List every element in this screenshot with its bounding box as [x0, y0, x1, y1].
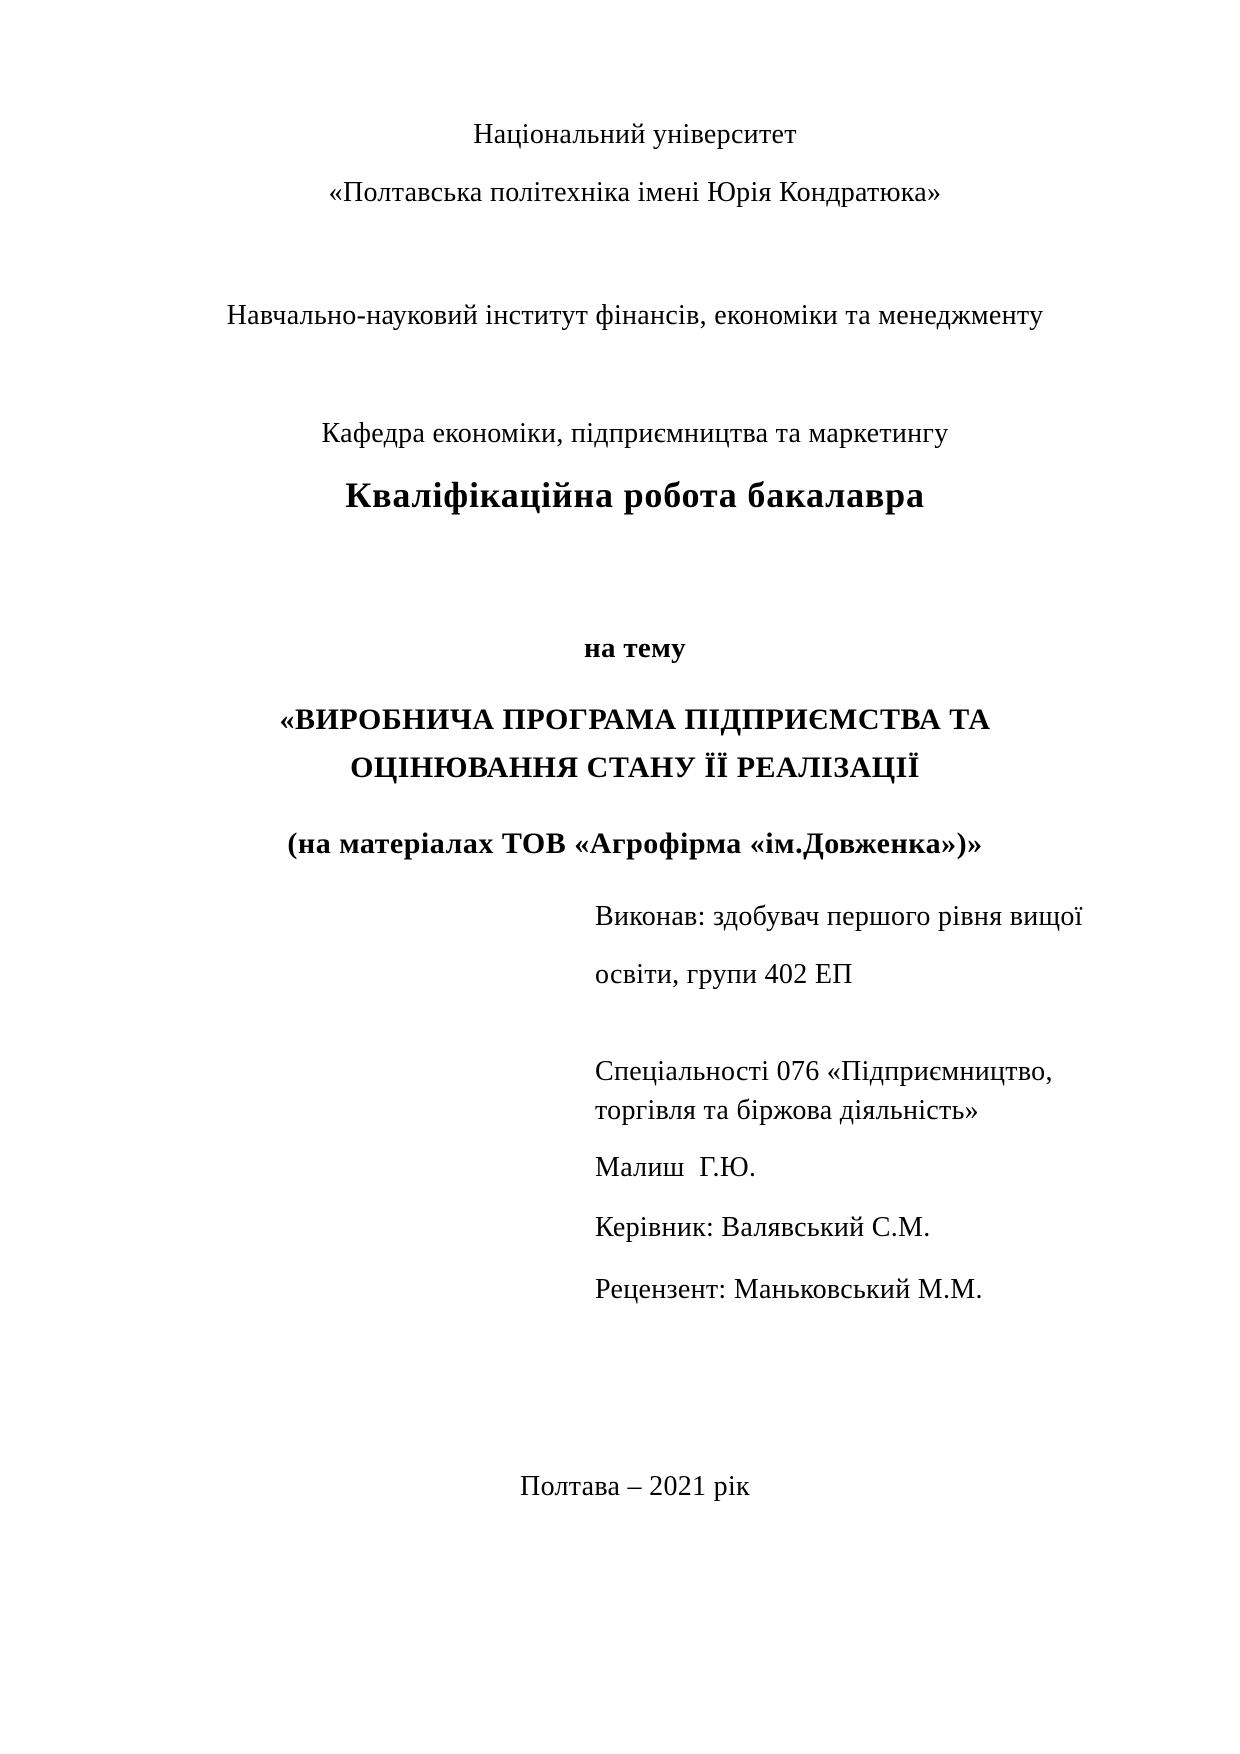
executor-line2: освіти, групи 402 ЕП: [595, 959, 853, 990]
author-name: Малиш Г.Ю.: [595, 1152, 757, 1183]
specialty-line2: торгівля та біржова діяльність»: [595, 1095, 979, 1126]
executor-line1: Виконав: здобувач першого рівня вищої: [595, 901, 1083, 932]
topic-title-line2: ОЦІНЮВАННЯ СТАНУ ЇЇ РЕАЛІЗАЦІЇ: [350, 751, 920, 784]
supervisor-name: Керівник: Валявський С.М.: [595, 1212, 931, 1243]
university-name-line2: «Полтавська політехніка імені Юрія Кондратюка»: [328, 177, 942, 208]
reviewer-name: Рецензент: Маньковський М.М.: [595, 1274, 983, 1305]
department-name: Кафедра економіки, підприємництва та маркетингу: [321, 418, 949, 449]
university-name-line1: Національний університет: [473, 119, 797, 150]
topic-materials: (на матеріалах ТОВ «Агрофірма «ім.Довженка»)»: [287, 827, 983, 860]
city-year-footer: Полтава – 2021 рік: [520, 1471, 750, 1502]
institute-name: Навчально-науковий інститут фінансів, економіки та менеджменту: [226, 300, 1044, 331]
topic-title-line1: «ВИРОБНИЧА ПРОГРАМА ПІДПРИЄМСТВА ТА: [279, 703, 991, 736]
topic-label: на тему: [584, 632, 686, 664]
specialty-line1: Спеціальності 076 «Підприємництво,: [595, 1056, 1053, 1087]
work-type-title: Кваліфікаційна робота бакалавра: [345, 475, 925, 515]
